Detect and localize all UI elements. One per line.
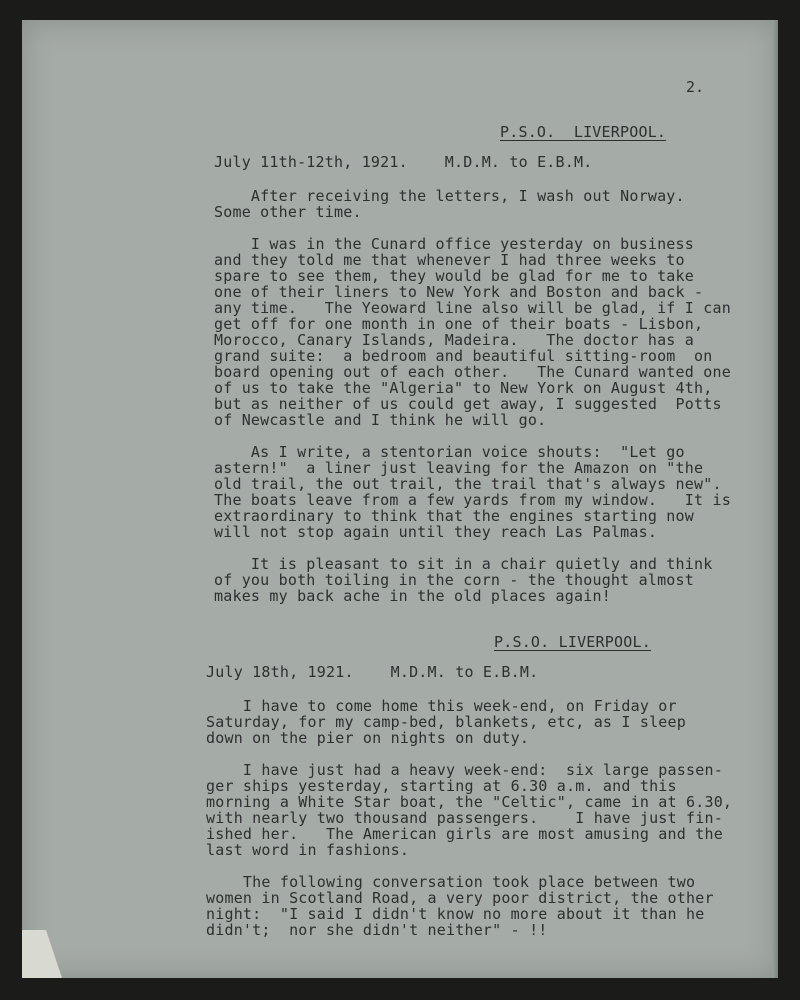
letter-2-para-2-line-1: I have just had a heavy week-end: six large passen- (206, 761, 723, 779)
letter-1-para-1-line-1: After receiving the letters, I wash out Norway. (214, 187, 685, 205)
letter-1-para-3-line-3: old trail, the out trail, the trail that's always new". (214, 475, 722, 493)
letter-1-para-2-line-8: grand suite: a bedroom and beautiful sitting-room on (214, 347, 713, 365)
letter-1-para-4-line-3: makes my back ache in the old places again! (214, 587, 611, 605)
letter-2-para-3-line-3: night: "I said I didn't know no more about it than he (206, 905, 705, 923)
letter-1-para-2-line-6: get off for one month in one of their boats - Lisbon, (214, 315, 704, 333)
letter-1-para-2-line-9: board opening out of each other. The Cunard wanted one (214, 363, 731, 381)
letter-1-para-4-line-1: It is pleasant to sit in a chair quietly and think (214, 555, 713, 573)
letter-1-para-2-line-1: I was in the Cunard office yesterday on business (214, 235, 694, 253)
letter-1-para-3-line-2: astern!" a liner just leaving for the Amazon on "the (214, 459, 704, 477)
paper-edge (772, 20, 778, 978)
letter-2-para-3-line-4: didn't; nor she didn't neither" - !! (206, 921, 548, 939)
letter-2-para-3-line-2: women in Scotland Road, a very poor district, the other (206, 889, 714, 907)
letter-2-para-2-line-2: ger ships yesterday, starting at 6.30 a.m. and this (206, 777, 677, 795)
letter-2-dateline: July 18th, 1921. M.D.M. to E.B.M. (206, 663, 539, 681)
letter-1-para-3-line-5: extraordinary to think that the engines starting now (214, 507, 694, 525)
letter-2-para-2-line-3: morning a White Star boat, the "Celtic", came in at 6.30, (206, 793, 733, 811)
letter-1-heading: P.S.O. LIVERPOOL. (500, 123, 667, 141)
letter-2-para-1-line-2: Saturday, for my camp-bed, blankets, etc, as I sleep (206, 713, 686, 731)
letter-2-para-2-line-5: ished her. The American girls are most amusing and the (206, 825, 723, 843)
letter-1-para-4-line-2: of you both toiling in the corn - the thought almost (214, 571, 694, 589)
letter-2-heading: P.S.O. LIVERPOOL. (494, 633, 651, 651)
letter-1-dateline: July 11th-12th, 1921. M.D.M. to E.B.M. (214, 153, 593, 171)
letter-2-para-2-line-6: last word in fashions. (206, 841, 410, 859)
letter-1-para-2-line-11: but as neither of us could get away, I suggested Potts (214, 395, 722, 413)
letter-1-para-1-line-2: Some other time. (214, 203, 362, 221)
letter-1-para-3-line-1: As I write, a stentorian voice shouts: "Let go (214, 443, 685, 461)
letter-1-para-2-line-4: one of their liners to New York and Boston and back - (214, 283, 704, 301)
letter-1-para-2-line-2: and they told me that whenever I had three weeks to (214, 251, 685, 269)
letter-2-para-1-line-1: I have to come home this week-end, on Friday or (206, 697, 677, 715)
letter-1-para-2-line-10: of us to take the "Algeria" to New York on August 4th, (214, 379, 713, 397)
letter-1-para-3-line-6: will not stop again until they reach Las Palmas. (214, 523, 658, 541)
letter-1-para-2-line-7: Morocco, Canary Islands, Madeira. The doctor has a (214, 331, 694, 349)
letter-1-para-2-line-3: spare to see them, they would be glad for me to take (214, 267, 694, 285)
letter-2-para-3-line-1: The following conversation took place between two (206, 873, 696, 891)
letter-1-para-2-line-5: any time. The Yeoward line also will be glad, if I can (214, 299, 731, 317)
letter-1-para-3-line-4: The boats leave from a few yards from my window. It is (214, 491, 731, 509)
letter-1-para-2-line-12: of Newcastle and I think he will go. (214, 411, 547, 429)
page-number: 2. (686, 78, 705, 96)
letter-2-para-1-line-3: down on the pier on nights on duty. (206, 729, 530, 747)
letter-2-para-2-line-4: with nearly two thousand passengers. I have just fin- (206, 809, 723, 827)
